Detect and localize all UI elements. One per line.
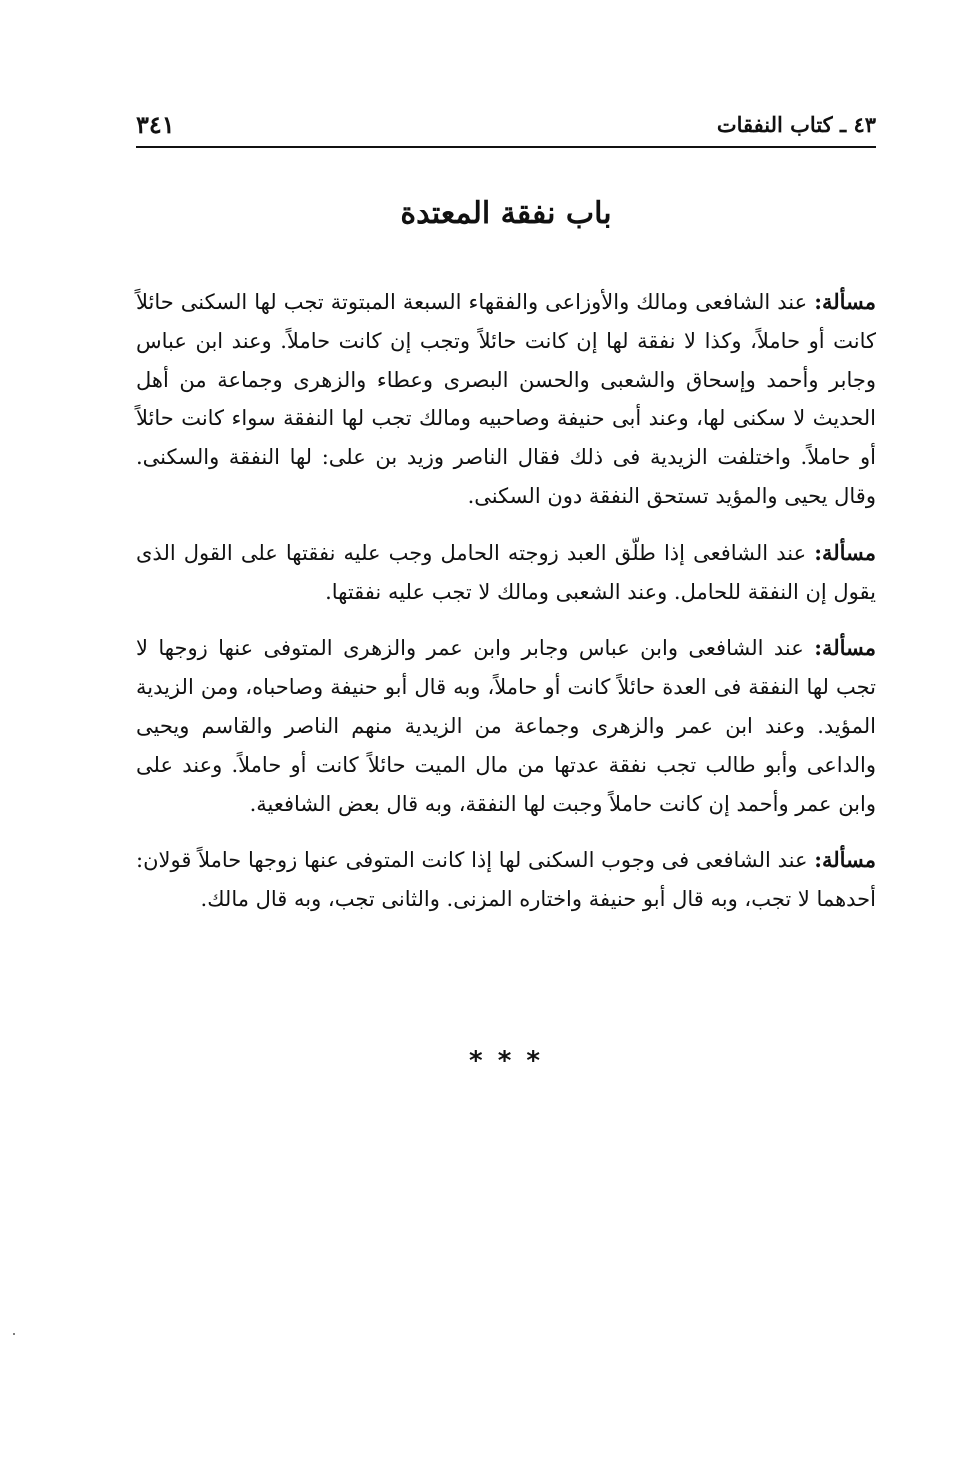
paragraph [136,629,876,823]
section-title: باب نفقة المعتدة [400,196,612,231]
paragraph-term: مسألة: [814,847,876,873]
section-separator: * * * [469,1046,543,1076]
page-number: ٣٤١ [136,110,175,139]
paragraph-term: مسألة: [814,635,876,661]
paragraph-text: عند الشافعى ومالك والأوزاعى والفقهاء السبعة المبتوتة تجب لها السكنى حائلاً كانت أو حاملاً، وكذا لا نفقة لها إن كانت حائلاً وتجب إن كانت حاملاً. وعند ابن عباس وجابر وأحمد وإسحاق والشعبى والحسن البصرى وعطاء والزهرى وجماعة من أهل الحديث لا سكنى لها، وعند أبى حنيفة وصاحبيه ومالك تجب لها النفقة سواء كانت حائلاً أو حاملاً. واختلفت الزيدية فى ذلك فقال الناصر وزيد بن على: لها النفقة والسكنى. وقال يحيى والمؤيد تستحق النفقة دون السكنى. [136,290,876,508]
paragraph [136,283,876,516]
paragraph-text: عند الشافعى فى وجوب السكنى لها إذا كانت المتوفى عنها زوجها حاملاً قولان: أحدهما لا تجب، وبه قال أبو حنيفة واختاره المزنى. والثانى تجب، وبه قال مالك. [136,848,876,912]
header-rule [136,146,876,148]
paragraph-text: عند الشافعى إذا طلّق العبد زوجته الحامل وجب عليه نفقتها على القول الذى يقول إن النفقة للحامل. وعند الشعبى ومالك لا تجب عليه نفقتها. [136,540,876,604]
paragraph-text: عند الشافعى وابن عباس وجابر وابن عمر والزهرى المتوفى عنها زوجها لا تجب لها النفقة فى العدة حائلاً كانت أو حاملاً، وبه قال أبو حنيفة وصاحباه، ومن الزيدية المؤيد. وعند ابن عمر والزهرى وجماعة من الزيدية منهم الناصر والقاسم ويحيى والداعى وأبو طالب تجب نفقة عدتها من مال الميت حائلاً كانت أو حاملاً. وعند على وابن عمر وأحمد إن كانت حاملاً وجبت لها النفقة، وبه قال بعض الشافعية. [136,636,876,816]
scan-speck [13,1333,15,1335]
running-header [136,104,876,144]
paragraph-term: مسألة: [814,289,876,314]
paragraph [136,841,876,919]
body-text [136,283,876,919]
paragraph [136,534,876,612]
chapter-title: ٤٣ ـ كتاب النفقات [716,112,876,137]
paragraph-term: مسألة: [814,539,876,565]
